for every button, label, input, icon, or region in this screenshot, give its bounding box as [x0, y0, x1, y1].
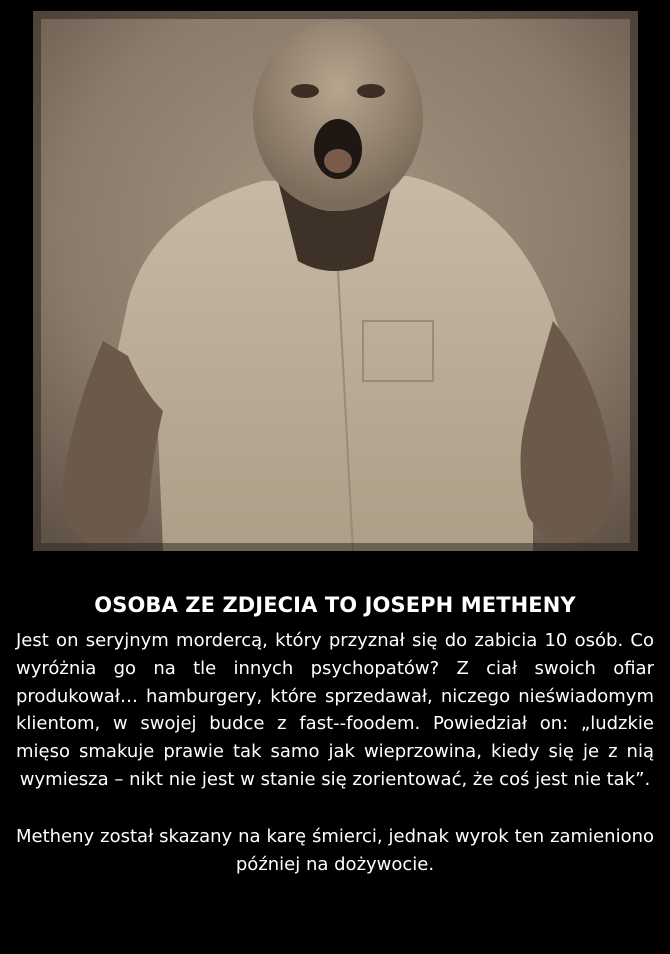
- headline: OSOBA ZE ZDJECIA TO JOSEPH METHENY: [94, 593, 576, 617]
- caption-block: [16, 591, 654, 878]
- left-eye: [291, 84, 319, 98]
- tongue: [324, 149, 352, 173]
- right-eye: [357, 84, 385, 98]
- photo-illustration: [33, 11, 638, 551]
- body-paragraph: Jest on seryjnym mordercą, który przyznał się do zabicia 10 osób. Co wyróżnia go na tle innych psychopatów? Z ciał swoich ofiar produkował… hamburgery, które sprzedawał, niczego nieświadomym klientom, w swojej budce z fast--foodem. Powiedział on: „ludzkie mięso smakuje prawie tak samo jak wieprzowina, kiedy się je z nią wymiesza – nikt nie jest w stanie się zorientować, że coś jest nie tak”.: [16, 630, 654, 790]
- body-paragraph: Metheny został skazany na karę śmierci, jednak wyrok ten zamieniono później na dożywocie.: [16, 825, 654, 875]
- sepia-photo: [33, 11, 638, 551]
- head: [253, 21, 423, 211]
